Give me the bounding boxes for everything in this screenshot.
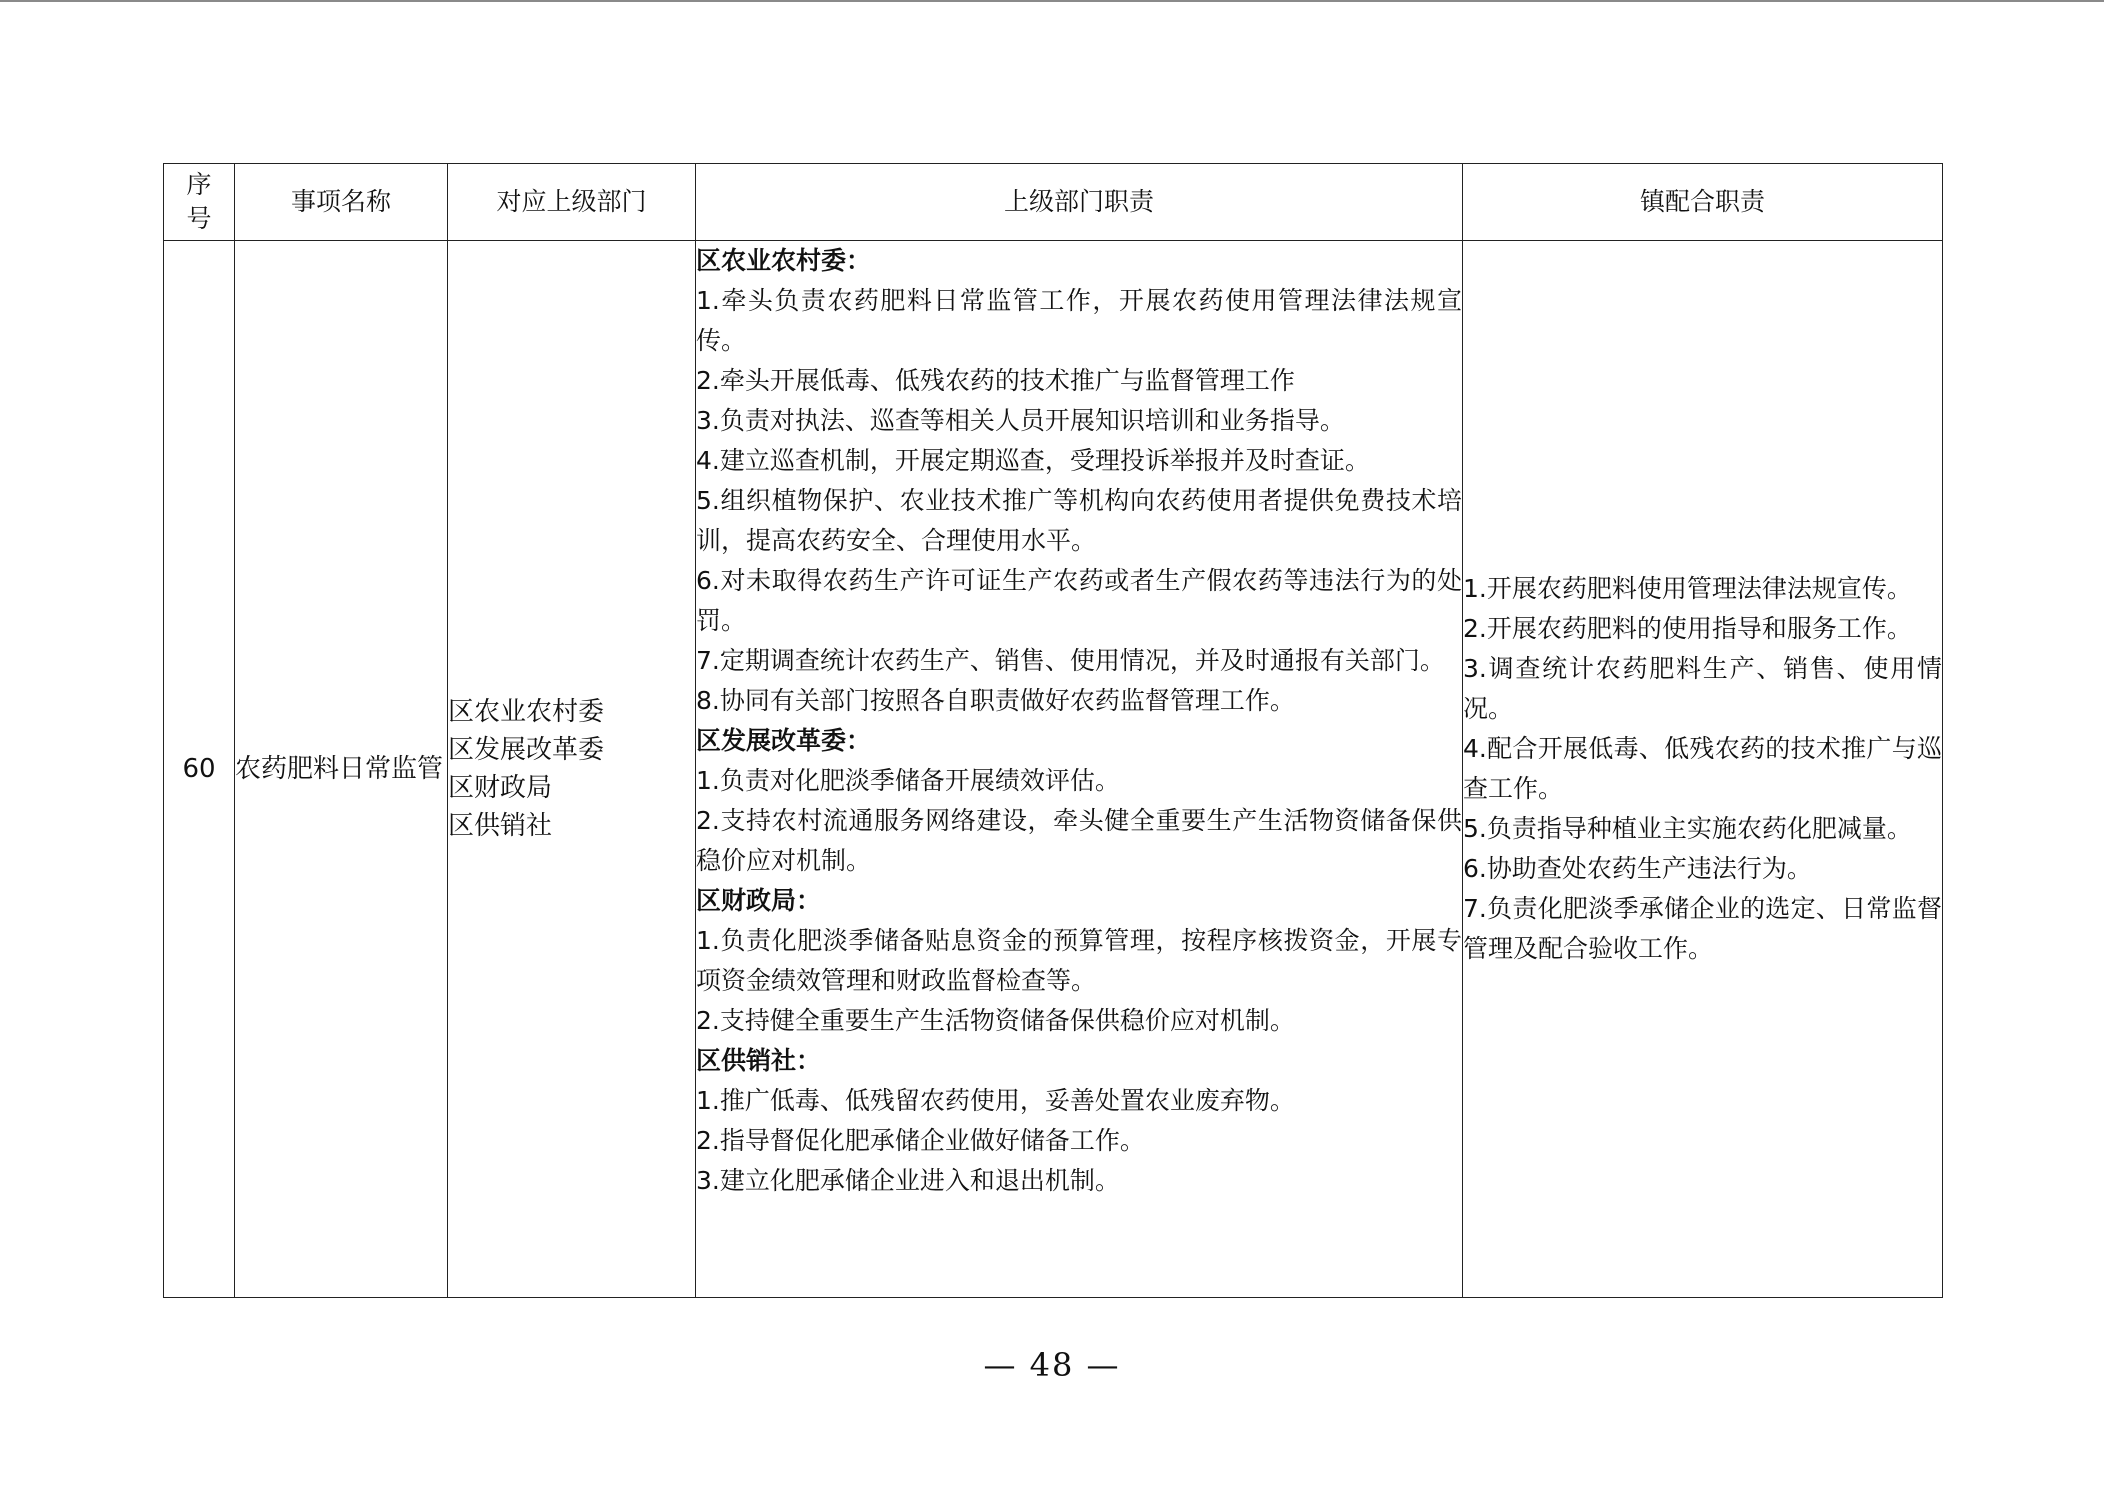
table-row	[164, 241, 1943, 1298]
town-duty-item: 2.开展农药肥料的使用指导和服务工作。	[1463, 614, 1912, 643]
responsibility-table	[163, 163, 1943, 1298]
duty-item: 3.负责对执法、巡查等相关人员开展知识培训和业务指导。	[696, 406, 1345, 435]
duty-item: 5.组织植物保护、农业技术推广等机构向农药使用者提供免费技术培训，提高农药安全、合理使用水平。	[696, 486, 1462, 555]
duty-item: 7.定期调查统计农药生产、销售、使用情况，并及时通报有关部门。	[696, 646, 1445, 675]
duty-group-title: 区供销社：	[696, 1046, 822, 1075]
duty-item: 4.建立巡查机制，开展定期巡查，受理投诉举报并及时查证。	[696, 446, 1370, 475]
header-seq-line1: 序	[186, 170, 212, 199]
duty-group-title: 区财政局：	[696, 886, 822, 915]
town-duty-item: 1.开展农药肥料使用管理法律法规宣传。	[1463, 574, 1912, 603]
header-seq-line2: 号	[186, 204, 212, 233]
duty-item: 8.协同有关部门按照各自职责做好农药监督管理工作。	[696, 686, 1295, 715]
duty-item: 3.建立化肥承储企业进入和退出机制。	[696, 1166, 1120, 1195]
header-item-name: 事项名称	[235, 164, 448, 241]
town-duty-item: 6.协助查处农药生产违法行为。	[1463, 854, 1812, 883]
page-top-border	[0, 0, 2104, 2]
row-item-name: 农药肥料日常监管	[235, 241, 448, 1298]
duty-item: 1.负责化肥淡季储备贴息资金的预算管理，按程序核拨资金，开展专项资金绩效管理和财政监督检查等。	[696, 926, 1462, 995]
dept-line: 区发展改革委	[448, 735, 605, 765]
duty-group-title: 区发展改革委：	[696, 726, 872, 755]
town-duty-item: 3.调查统计农药肥料生产、销售、使用情况。	[1463, 654, 1942, 723]
row-departments	[448, 241, 696, 1298]
town-duty-item: 5.负责指导种植业主实施农药化肥减量。	[1463, 814, 1912, 843]
duty-item: 2.牵头开展低毒、低残农药的技术推广与监督管理工作	[696, 366, 1295, 395]
duty-item: 1.推广低毒、低残留农药使用，妥善处置农业废弃物。	[696, 1086, 1295, 1115]
dept-line: 区财政局	[448, 773, 553, 803]
row-seq: 60	[164, 241, 235, 1298]
duty-item: 2.支持农村流通服务网络建设，牵头健全重要生产生活物资储备保供稳价应对机制。	[696, 806, 1462, 875]
header-seq	[164, 164, 235, 241]
duty-item: 1.牵头负责农药肥料日常监管工作，开展农药使用管理法律法规宣传。	[696, 286, 1462, 355]
duty-group-development-reform	[696, 721, 1462, 881]
town-duty-item: 7.负责化肥淡季承储企业的选定、日常监督管理及配合验收工作。	[1463, 894, 1942, 963]
duty-item: 2.指导督促化肥承储企业做好储备工作。	[696, 1126, 1145, 1155]
header-upper-duties: 上级部门职责	[696, 164, 1463, 241]
header-upper-dept: 对应上级部门	[448, 164, 696, 241]
town-duty-item: 4.配合开展低毒、低残农药的技术推广与巡查工作。	[1463, 734, 1942, 803]
duty-group-supply-marketing	[696, 1041, 1462, 1201]
dept-line: 区供销社	[448, 811, 553, 841]
duty-item: 6.对未取得农药生产许可证生产农药或者生产假农药等违法行为的处罚。	[696, 566, 1462, 635]
duty-group-agriculture	[696, 241, 1462, 721]
dept-line: 区农业农村委	[448, 697, 605, 727]
duty-group-title: 区农业农村委：	[696, 246, 872, 275]
duty-item: 2.支持健全重要生产生活物资储备保供稳价应对机制。	[696, 1006, 1295, 1035]
duty-group-finance	[696, 881, 1462, 1041]
page-number: — 48 —	[983, 1346, 1121, 1384]
row-town-duties	[1463, 241, 1943, 1298]
table-header-row	[164, 164, 1943, 241]
header-town-duties: 镇配合职责	[1463, 164, 1943, 241]
duty-item: 1.负责对化肥淡季储备开展绩效评估。	[696, 766, 1120, 795]
row-upper-duties	[696, 241, 1463, 1298]
